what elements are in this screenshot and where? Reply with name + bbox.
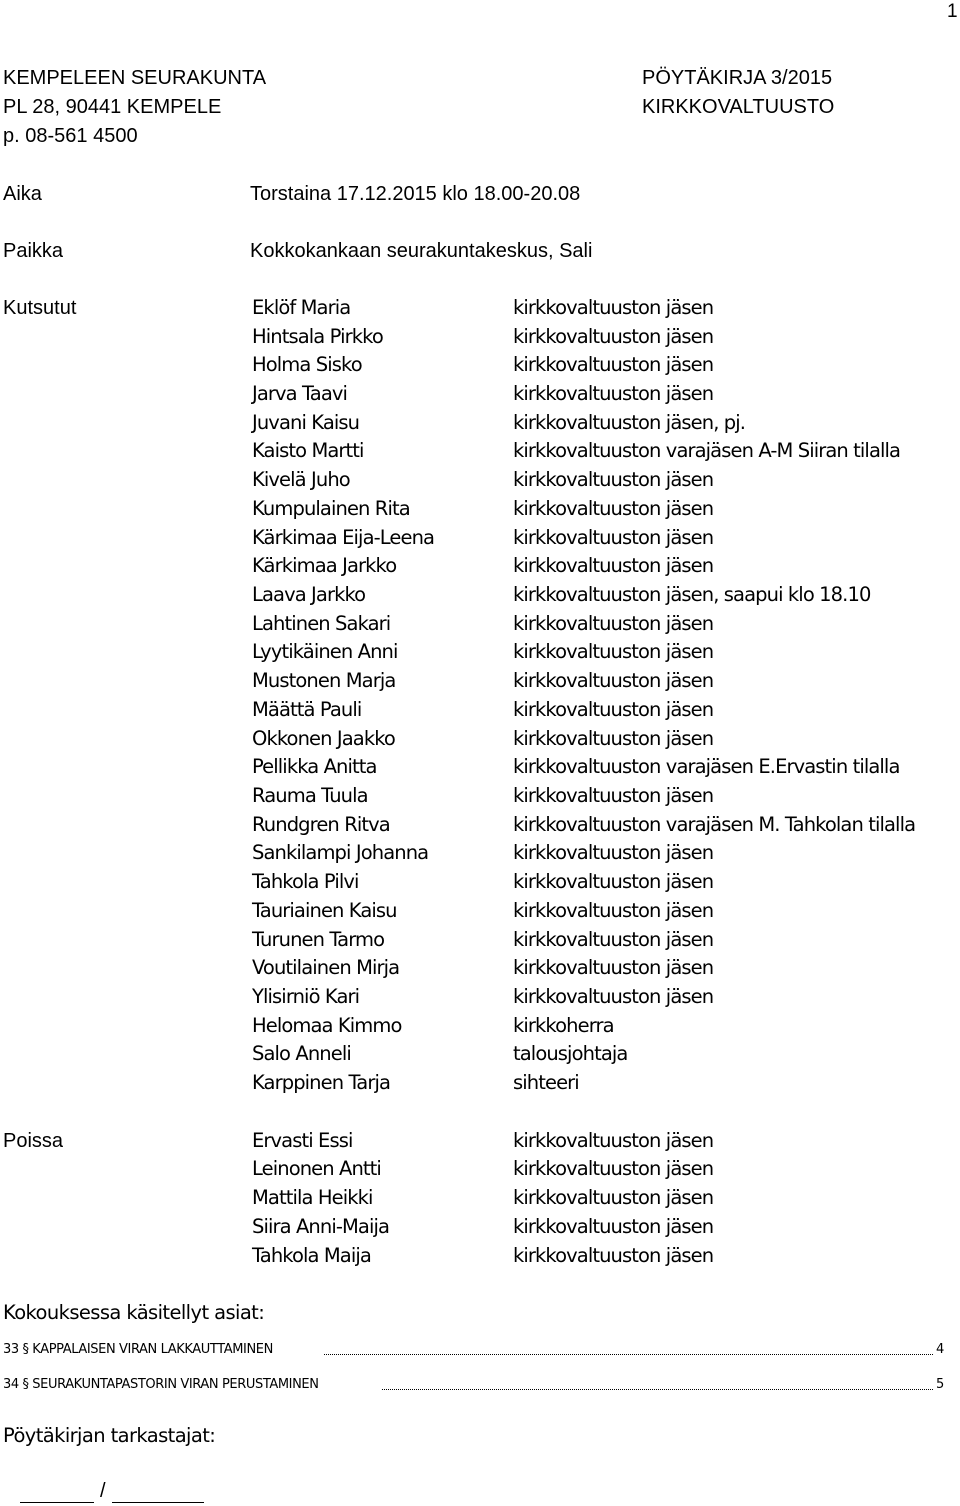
person-name: Mustonen Marja <box>252 669 396 692</box>
org-phone: p. 08-561 4500 <box>3 125 138 147</box>
person-name: Turunen Tarmo <box>252 928 385 951</box>
list-item <box>0 585 960 609</box>
person-name: Holma Sisko <box>252 353 362 376</box>
page-number: 1 <box>947 1 958 22</box>
person-role: kirkkovaltuuston jäsen <box>513 1186 714 1209</box>
list-item <box>0 556 960 580</box>
list-item <box>0 1073 960 1097</box>
list-item <box>0 901 960 925</box>
signature-separator: / <box>100 1480 106 1502</box>
person-role: kirkkovaltuuston jäsen <box>513 382 714 405</box>
list-item <box>0 958 960 982</box>
list-item <box>0 671 960 695</box>
person-role: kirkkovaltuuston jäsen <box>513 325 714 348</box>
person-role: kirkkovaltuuston jäsen <box>513 468 714 491</box>
time-label: Aika <box>3 183 42 205</box>
person-name: Ylisirniö Kari <box>252 985 360 1008</box>
person-name: Rauma Tuula <box>252 784 368 807</box>
signature-line-left <box>20 1502 94 1503</box>
person-role: kirkkovaltuuston jäsen <box>513 1244 714 1267</box>
person-role: kirkkovaltuuston jäsen <box>513 640 714 663</box>
person-name: Karppinen Tarja <box>252 1071 391 1094</box>
person-role: kirkkovaltuuston jäsen <box>513 841 714 864</box>
dot-leader <box>324 1354 933 1355</box>
list-item <box>0 1044 960 1068</box>
person-role: kirkkovaltuuston jäsen <box>513 296 714 319</box>
person-name: Kärkimaa Jarkko <box>252 554 397 577</box>
list-item <box>0 499 960 523</box>
person-role: kirkkovaltuuston jäsen, saapui klo 18.10 <box>513 583 871 606</box>
person-name: Kivelä Juho <box>252 468 350 491</box>
person-role: kirkkovaltuuston jäsen <box>513 727 714 750</box>
person-role: kirkkovaltuuston jäsen <box>513 554 714 577</box>
place-value: Kokkokankaan seurakuntakeskus, Sali <box>250 240 593 262</box>
person-name: Juvani Kaisu <box>252 411 360 434</box>
list-item <box>0 470 960 494</box>
list-item <box>0 843 960 867</box>
list-item <box>0 614 960 638</box>
signature-line-right <box>112 1502 204 1503</box>
list-item <box>0 1159 960 1183</box>
document-title: PÖYTÄKIRJA 3/2015 <box>642 67 833 89</box>
person-name: Helomaa Kimmo <box>252 1014 402 1037</box>
person-name: Kärkimaa Eija-Leena <box>252 526 435 549</box>
person-role: kirkkovaltuuston jäsen <box>513 1215 714 1238</box>
person-role: kirkkovaltuuston varajäsen M. Tahkolan tilalla <box>513 813 916 836</box>
dot-leader <box>382 1389 933 1390</box>
list-item <box>0 441 960 465</box>
person-role: kirkkovaltuuston jäsen <box>513 784 714 807</box>
person-name: Määttä Pauli <box>252 698 362 721</box>
person-role: kirkkovaltuuston jäsen <box>513 899 714 922</box>
list-item <box>0 355 960 379</box>
person-name: Tauriainen Kaisu <box>252 899 397 922</box>
list-item <box>0 642 960 666</box>
person-name: Okkonen Jaakko <box>252 727 395 750</box>
time-value: Torstaina 17.12.2015 klo 18.00-20.08 <box>250 183 581 205</box>
person-name: Rundgren Ritva <box>252 813 390 836</box>
person-name: Pellikka Anitta <box>252 755 377 778</box>
person-name: Laava Jarkko <box>252 583 366 606</box>
person-role: kirkkoherra <box>513 1014 614 1037</box>
person-name: Tahkola Pilvi <box>252 870 359 893</box>
person-name: Kaisto Martti <box>252 439 364 462</box>
list-item <box>0 1131 960 1155</box>
org-name: KEMPELEEN SEURAKUNTA <box>3 67 267 89</box>
person-name: Jarva Taavi <box>252 382 348 405</box>
person-role: sihteeri <box>513 1071 579 1094</box>
list-item <box>0 1217 960 1241</box>
list-item <box>0 700 960 724</box>
list-item <box>0 786 960 810</box>
person-role: kirkkovaltuuston varajäsen A-M Siiran tilalla <box>513 439 901 462</box>
person-role: kirkkovaltuuston varajäsen E.Ervastin tilalla <box>513 755 900 778</box>
agenda-item-page[interactable]: 4 <box>936 1342 944 1357</box>
list-item <box>0 413 960 437</box>
person-role: talousjohtaja <box>513 1042 628 1065</box>
person-role: kirkkovaltuuston jäsen <box>513 612 714 635</box>
person-role: kirkkovaltuuston jäsen <box>513 985 714 1008</box>
agenda-item-text[interactable]: 33 § KAPPALAISEN VIRAN LAKKAUTTAMINEN <box>3 1342 273 1357</box>
list-item <box>0 757 960 781</box>
absent-label: Poissa <box>3 1130 64 1152</box>
person-name: Voutilainen Mirja <box>252 956 400 979</box>
person-role: kirkkovaltuuston jäsen <box>513 353 714 376</box>
agenda-heading: Kokouksessa käsitellyt asiat: <box>3 1301 265 1324</box>
person-name: Lyytikäinen Anni <box>252 640 398 663</box>
list-item <box>0 987 960 1011</box>
list-item <box>0 298 960 322</box>
person-role: kirkkovaltuuston jäsen <box>513 1157 714 1180</box>
person-name: Mattila Heikki <box>252 1186 373 1209</box>
list-item <box>0 930 960 954</box>
person-role: kirkkovaltuuston jäsen <box>513 956 714 979</box>
person-name: Siira Anni-Maija <box>252 1215 390 1238</box>
list-item <box>0 872 960 896</box>
person-name: Kumpulainen Rita <box>252 497 410 520</box>
person-name: Ervasti Essi <box>252 1129 353 1152</box>
person-name: Leinonen Antti <box>252 1157 381 1180</box>
agenda-item-text[interactable]: 34 § SEURAKUNTAPASTORIN VIRAN PERUSTAMINEN <box>3 1377 319 1392</box>
reviewers-heading: Pöytäkirjan tarkastajat: <box>3 1424 216 1447</box>
person-role: kirkkovaltuuston jäsen <box>513 698 714 721</box>
list-item <box>0 528 960 552</box>
invited-label: Kutsutut <box>3 297 77 319</box>
person-role: kirkkovaltuuston jäsen <box>513 669 714 692</box>
person-name: Tahkola Maija <box>252 1244 371 1267</box>
person-role: kirkkovaltuuston jäsen <box>513 497 714 520</box>
person-role: kirkkovaltuuston jäsen <box>513 928 714 951</box>
list-item <box>0 384 960 408</box>
list-item <box>0 729 960 753</box>
agenda-item-page[interactable]: 5 <box>936 1377 944 1392</box>
person-name: Eklöf Maria <box>252 296 351 319</box>
place-label: Paikka <box>3 240 64 262</box>
person-name: Hintsala Pirkko <box>252 325 383 348</box>
list-item <box>0 815 960 839</box>
list-item <box>0 1188 960 1212</box>
list-item <box>0 1246 960 1270</box>
person-name: Salo Anneli <box>252 1042 351 1065</box>
person-name: Lahtinen Sakari <box>252 612 391 635</box>
person-role: kirkkovaltuuston jäsen <box>513 870 714 893</box>
list-item <box>0 327 960 351</box>
person-name: Sankilampi Johanna <box>252 841 429 864</box>
list-item <box>0 1016 960 1040</box>
person-role: kirkkovaltuuston jäsen <box>513 526 714 549</box>
person-role: kirkkovaltuuston jäsen <box>513 1129 714 1152</box>
person-role: kirkkovaltuuston jäsen, pj. <box>513 411 746 434</box>
document-body: KIRKKOVALTUUSTO <box>642 96 835 118</box>
org-address: PL 28, 90441 KEMPELE <box>3 96 222 118</box>
